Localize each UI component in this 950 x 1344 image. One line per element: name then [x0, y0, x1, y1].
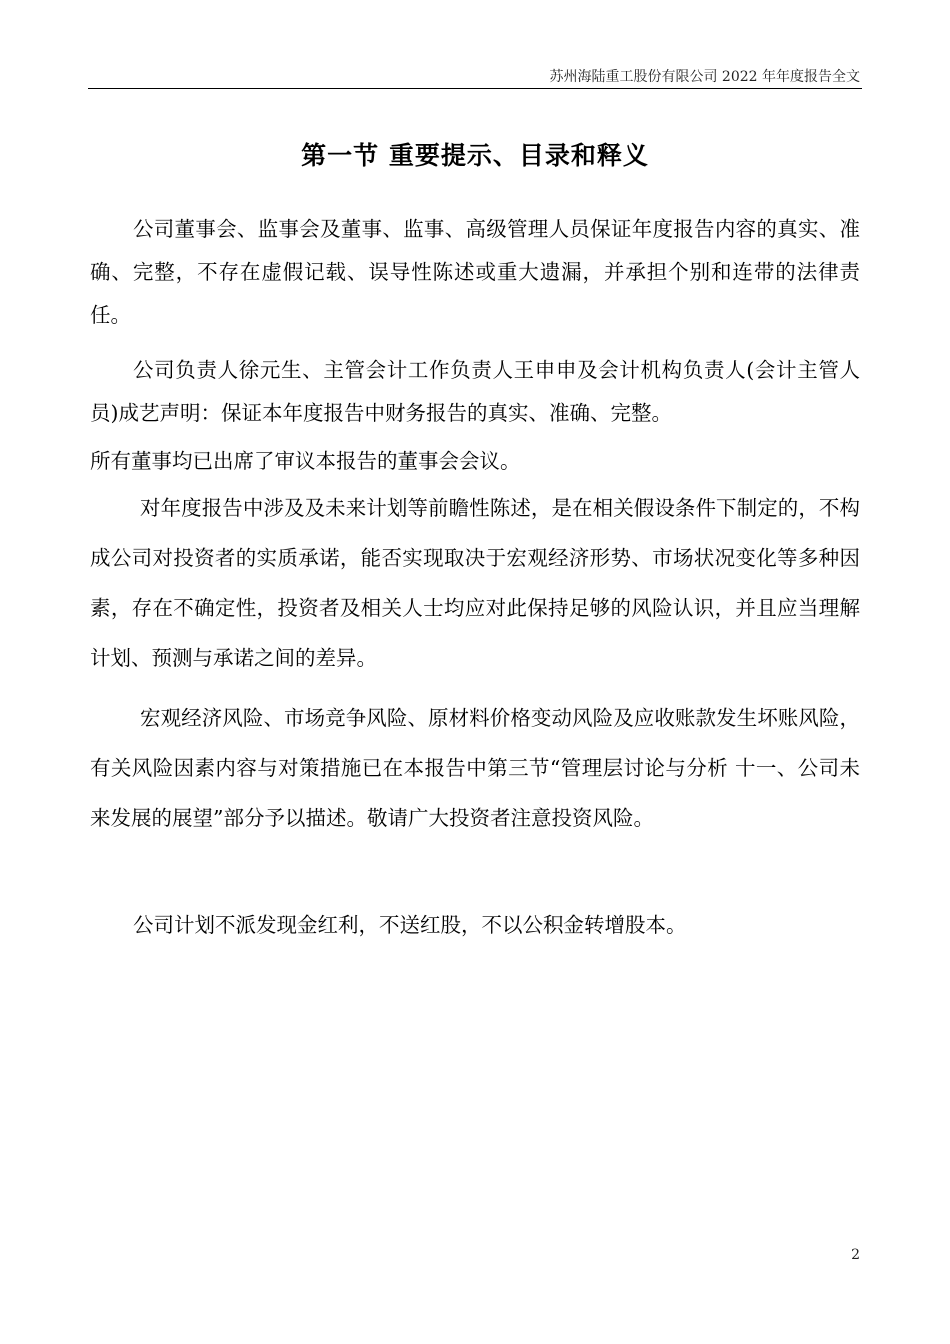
- paragraph-dividend-plan: 公司计划不派发现金红利，不送红股，不以公积金转增股本。: [133, 913, 687, 937]
- paragraph-risk-factors: 宏观经济风险、市场竞争风险、原材料价格变动风险及应收账款发生坏账风险，有关风险因素内容与对策措施已在本报告中第三节“管理层讨论与分析 十一、公司未来发展的展望”部分予以描述。敬请广大投资者注意投资风险。: [90, 706, 860, 830]
- section-title: 第一节 重要提示、目录和释义: [301, 141, 649, 170]
- paragraph-financial-statement-declaration: 公司负责人徐元生、主管会计工作负责人王申申及会计机构负责人(会计主管人员)成艺声明：保证本年度报告中财务报告的真实、准确、完整。: [90, 358, 860, 425]
- header-rule: [88, 88, 862, 89]
- paragraph-board-guarantee: 公司董事会、监事会及董事、监事、高级管理人员保证年度报告内容的真实、准确、完整，不存在虚假记载、误导性陈述或重大遗漏，并承担个别和连带的法律责任。: [90, 217, 860, 327]
- running-header: 苏州海陆重工股份有限公司 2022 年年度报告全文: [549, 69, 860, 85]
- paragraph-board-attendance: 所有董事均已出席了审议本报告的董事会会议。: [90, 449, 521, 473]
- page-number: 2: [851, 1247, 860, 1263]
- paragraph-forward-looking: 对年度报告中涉及及未来计划等前瞻性陈述，是在相关假设条件下制定的，不构成公司对投资者的实质承诺，能否实现取决于宏观经济形势、市场状况变化等多种因素，存在不确定性，投资者及相关人士均应对此保持足够的风险认识，并且应当理解计划、预测与承诺之间的差异。: [90, 496, 860, 670]
